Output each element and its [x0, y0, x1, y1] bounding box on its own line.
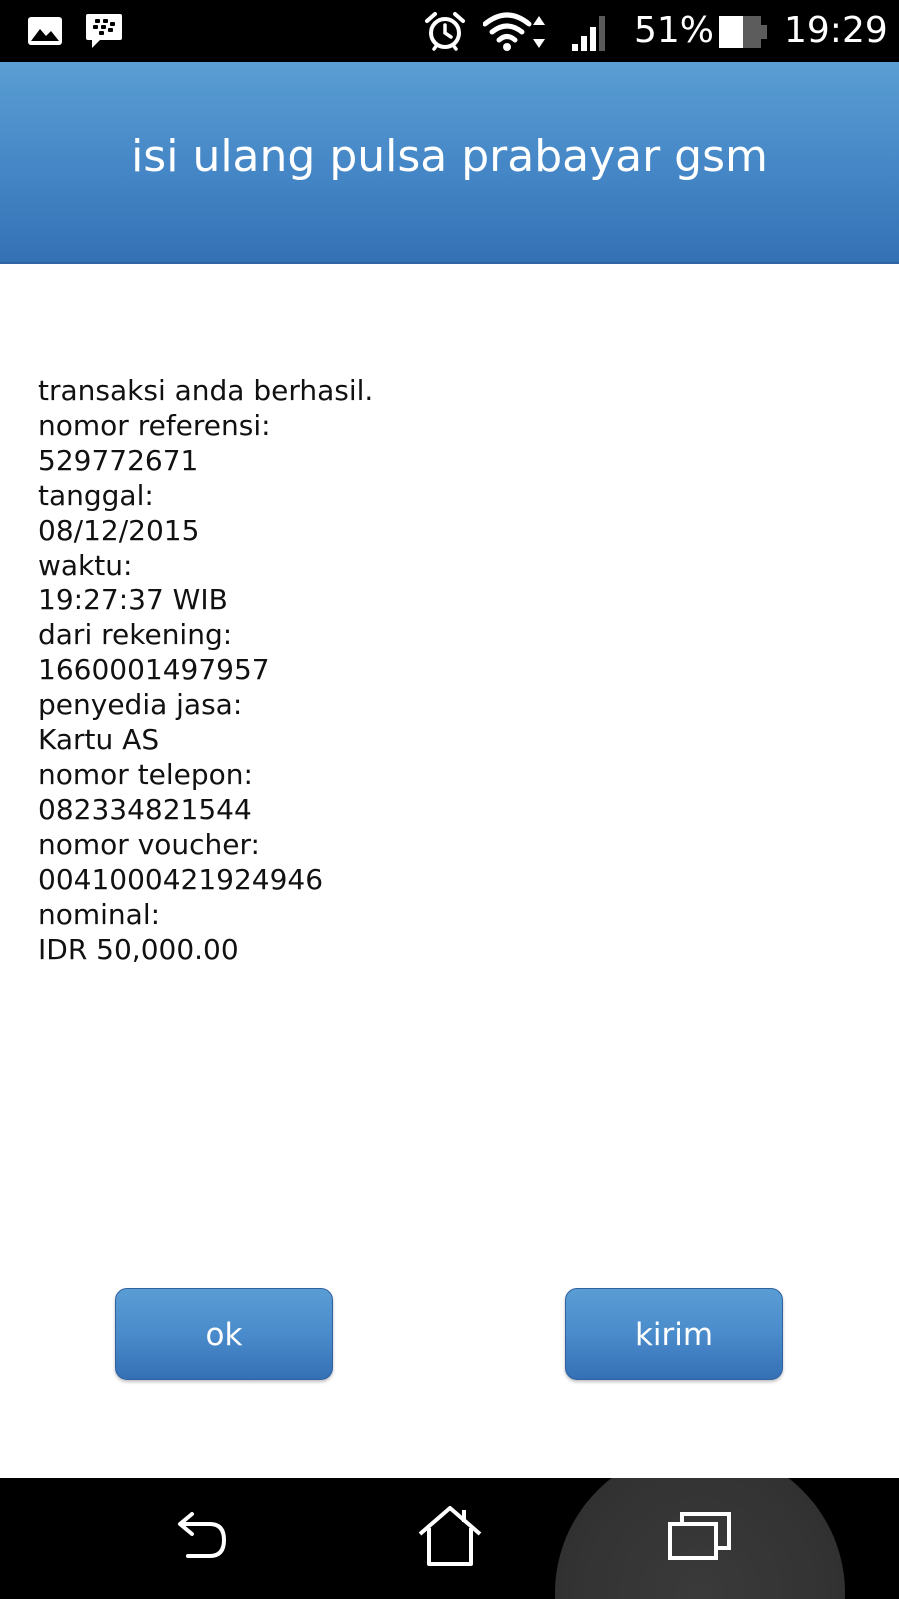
voucher-number-value: 0041000421924946	[38, 862, 324, 896]
app-header	[0, 62, 899, 264]
ok-button[interactable]: ok	[115, 1288, 333, 1380]
amount-label: nominal:	[38, 897, 161, 931]
amount-value: IDR 50,000.00	[38, 932, 239, 966]
signal-icon	[571, 14, 611, 56]
transaction-receipt	[38, 374, 858, 967]
phone-number-value: 082334821544	[38, 792, 252, 826]
date-label: tanggal:	[38, 478, 154, 512]
provider-value: Kartu AS	[38, 723, 160, 757]
gallery-notification-icon	[27, 16, 63, 50]
source-account-value: 1660001497957	[38, 653, 270, 687]
page-title: isi ulang pulsa prabayar gsm	[131, 130, 768, 182]
reference-number-value: 529772671	[38, 443, 199, 477]
bbm-notification-icon	[84, 12, 124, 54]
send-button[interactable]: kirim	[565, 1288, 783, 1380]
date-value: 08/12/2015	[38, 513, 200, 547]
recents-button[interactable]	[655, 1498, 745, 1578]
receipt-status-text: transaksi anda berhasil.	[38, 374, 374, 407]
provider-label: penyedia jasa:	[38, 688, 243, 722]
alarm-icon	[424, 11, 466, 57]
battery-icon	[718, 15, 768, 53]
time-label: waktu:	[38, 548, 133, 582]
wifi-icon	[483, 12, 553, 56]
navigation-bar	[0, 1478, 899, 1599]
status-bar	[0, 0, 899, 62]
back-button[interactable]	[155, 1498, 245, 1578]
back-icon	[168, 1508, 232, 1568]
time-value: 19:27:37 WIB	[38, 583, 228, 617]
phone-number-label: nomor telepon:	[38, 757, 253, 791]
voucher-number-label: nomor voucher:	[38, 827, 260, 861]
recents-icon	[667, 1510, 733, 1566]
source-account-label: dari rekening:	[38, 618, 233, 652]
home-icon	[416, 1504, 484, 1572]
battery-percent: 51%	[634, 10, 715, 51]
status-time: 19:29	[784, 10, 888, 51]
reference-number-label: nomor referensi:	[38, 408, 271, 442]
home-button[interactable]	[405, 1498, 495, 1578]
